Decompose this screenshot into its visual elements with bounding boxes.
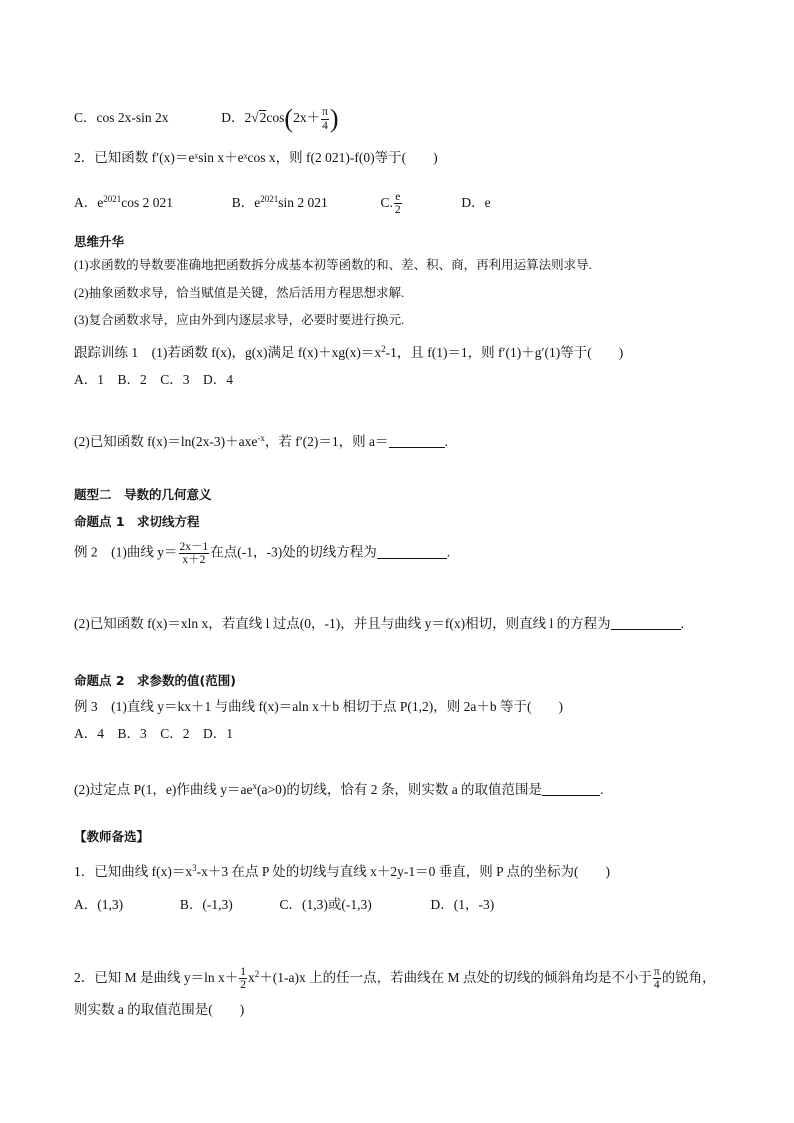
thinking-heading: 思维升华	[74, 234, 125, 249]
answer-blank[interactable]	[377, 546, 447, 559]
teacher-heading: 【教师备选】	[74, 829, 150, 844]
left-paren-icon: (	[284, 104, 294, 133]
practice1-q2: (2)已知函数 f(x)＝ln(2x-3)＋axe$^{-x}$，若 f′(2)＝1，则 a＝ .	[74, 433, 448, 449]
q1-option-d: D．2√2cos(2x＋ $\frac{\pi}{4}$ )	[221, 104, 339, 133]
half-fraction: $\frac{1}{2}$	[240, 966, 247, 992]
e-over-2-fraction: $\frac{e}{2}$	[394, 191, 401, 217]
thinking-point-3: (3)复合函数求导，应由外到内逐层求导，必要时要进行换元.	[74, 313, 405, 327]
teacher-q2: 2．已知 M 是曲线 y＝ln x＋ $\frac{1}{2}$ $x^2+(1-a)x$ 上的任一点，若曲线在 M 点处的切线的倾斜角均是不小于 $\frac{\pi}{4}$ 的锐角，	[74, 966, 716, 992]
right-paren-icon: )	[329, 104, 339, 133]
example2-q1: 例 2 (1)曲线 y＝ $\frac{2x-1}{x+2}$ 在点(-1，-3)处的切线方程为 .	[74, 541, 451, 567]
practice1-q1: 跟踪训练 1 (1)若函数 f(x)，g(x)满足 $f(x)+xg(x)=x^2-1$，且 f(1)＝1，则 f′(1)＋g′(1)等于( )	[74, 344, 624, 360]
thinking-point-1: (1)求函数的导数要准确地把函数拆分成基本初等函数的和、差、积、商，再利用运算法则求导.	[74, 258, 592, 272]
q2-stem: 2．已知函数 f′(x)＝eˣsin x＋eˣcos x，则 f(2 021)-f(0)等于( )	[74, 150, 438, 165]
q1-options-row	[74, 106, 339, 132]
answer-blank[interactable]	[389, 435, 445, 448]
type2-heading: 题型二 导数的几何意义	[74, 487, 212, 502]
practice1-q1-options: A．1 B．2 C．3 D．4	[74, 372, 234, 387]
thinking-point-2: (2)抽象函数求导，恰当赋值是关键，然后活用方程思想求解.	[74, 286, 405, 300]
teacher-q2-line2: 则实数 a 的取值范围是( )	[74, 1002, 245, 1017]
answer-blank[interactable]	[611, 617, 681, 630]
pi-over-4-fraction: $\frac{\pi}{4}$	[653, 966, 660, 992]
pi-over-4-fraction: $\frac{\pi}{4}$	[322, 106, 328, 132]
point2-heading: 命题点 2 求参数的值(范围)	[74, 673, 236, 688]
q2-option-d: D．e	[461, 195, 491, 210]
answer-blank[interactable]	[542, 783, 600, 796]
sqrt-icon: √	[251, 110, 259, 126]
example2-q2: (2)已知函数 f(x)＝xln x，若直线 l 过点(0，-1)，并且与曲线 y＝f(x)相切，则直线 l 的方程为 .	[74, 616, 684, 631]
example3-q1: 例 3 (1)直线 y＝kx＋1 与曲线 f(x)＝aln x＋b 相切于点 P(1,2)，则 2a＋b 等于( )	[74, 699, 563, 714]
example3-q2: (2)过定点 P(1，e)作曲线 $y=ae^x(a>0)$的切线，恰有 2 条，则实数 a 的取值范围是 .	[74, 781, 604, 797]
q2-option-a: A．$e^{2021}\cos$ 2 021	[74, 194, 173, 210]
q2-option-c: C. $\frac{e}{2}$	[380, 191, 401, 217]
teacher-q1: 1．已知曲线 $f(x)=x^3-x+3$ 在点 P 处的切线与直线 x＋2y-1＝0 垂直，则 P 点的坐标为( )	[74, 863, 610, 879]
example3-q1-options: A．4 B．3 C．2 D．1	[74, 726, 234, 741]
q2-option-b: B．$e^{2021}\sin$ 2 021	[231, 194, 328, 210]
q1-option-c: C．cos 2x-sin 2x	[74, 110, 169, 126]
q2-options-row	[74, 190, 491, 216]
curve-fraction: $\frac{2x-1}{x+2}$	[179, 541, 209, 567]
point1-heading: 命题点 1 求切线方程	[74, 514, 200, 529]
teacher-q1-options: A．(1,3) B．(-1,3) C．(1,3)或(-1,3) D．(1，-3)	[74, 897, 495, 912]
